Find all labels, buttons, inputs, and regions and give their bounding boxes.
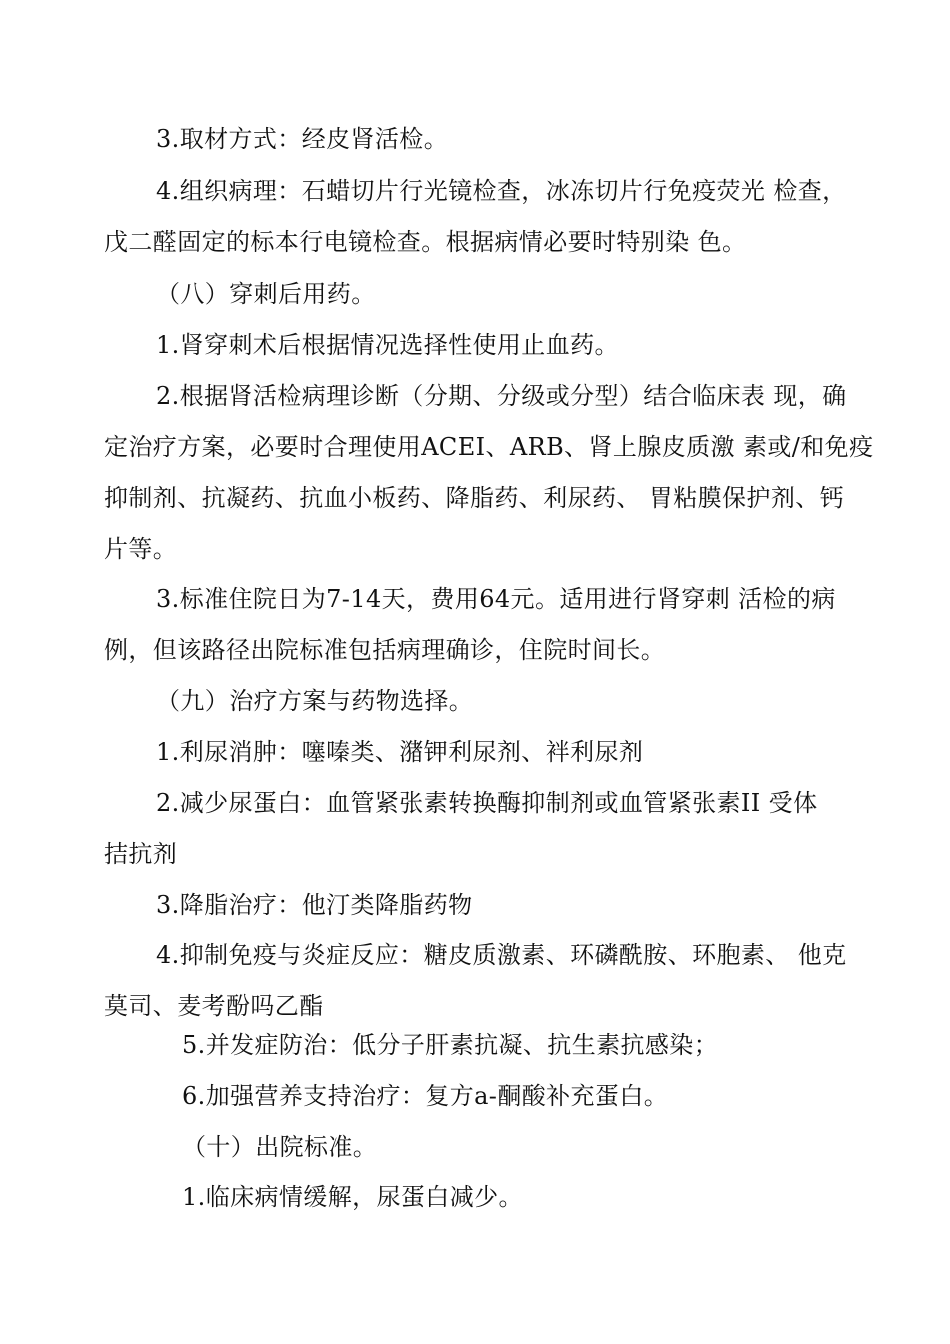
paragraph-line: 6.加强营养支持治疗：复方a-酮酸补充蛋白。	[182, 1082, 669, 1110]
paragraph-line: 戊二醛固定的标本行电镜检查。根据病情必要时特别染 色。	[104, 228, 747, 256]
paragraph-line: 3.标准住院日为7-14天，费用64元。适用进行肾穿刺 活检的病	[156, 585, 836, 613]
paragraph-line: 莫司、麦考酚吗乙酯	[104, 992, 324, 1020]
paragraph-line: 2.根据肾活检病理诊断（分期、分级或分型）结合临床表 现，确	[156, 382, 847, 410]
section-heading: （九）治疗方案与药物选择。	[156, 687, 474, 715]
paragraph-line: 抑制剂、抗凝药、抗血小板药、降脂药、利尿药、 胃粘膜保护剂、钙	[104, 484, 845, 512]
paragraph-line: 3.取材方式：经皮肾活检。	[156, 125, 449, 153]
paragraph-line: 片等。	[104, 535, 178, 563]
paragraph-line: 4.组织病理：石蜡切片行光镜检查，冰冻切片行免疫荧光 检查，	[156, 177, 847, 205]
paragraph-line: 2.减少尿蛋白：血管紧张素转换酶抑制剂或血管紧张素II 受体	[156, 789, 818, 817]
paragraph-line: 3.降脂治疗：他汀类降脂药物	[156, 891, 473, 919]
paragraph-line: 定治疗方案，必要时合理使用ACEI、ARB、肾上腺皮质激 素或/和免疫	[104, 433, 874, 461]
paragraph-line: 5.并发症防治：低分子肝素抗凝、抗生素抗感染；	[182, 1031, 719, 1059]
paragraph-line: 1.肾穿刺术后根据情况选择性使用止血药。	[156, 331, 619, 359]
paragraph-line: 4.抑制免疫与炎症反应：糖皮质激素、环磷酰胺、环胞素、 他克	[156, 941, 847, 969]
section-heading: （十）出院标准。	[182, 1133, 378, 1161]
paragraph-line: 例，但该路径出院标准包括病理确诊，住院时间长。	[104, 636, 666, 664]
paragraph-line: 1.临床病情缓解，尿蛋白减少。	[182, 1183, 523, 1211]
section-heading: （八）穿刺后用药。	[156, 280, 376, 308]
paragraph-line: 1.利尿消肿：噻嗪类、潴钾利尿剂、袢利尿剂	[156, 738, 644, 766]
paragraph-line: 拮抗剂	[104, 840, 178, 868]
